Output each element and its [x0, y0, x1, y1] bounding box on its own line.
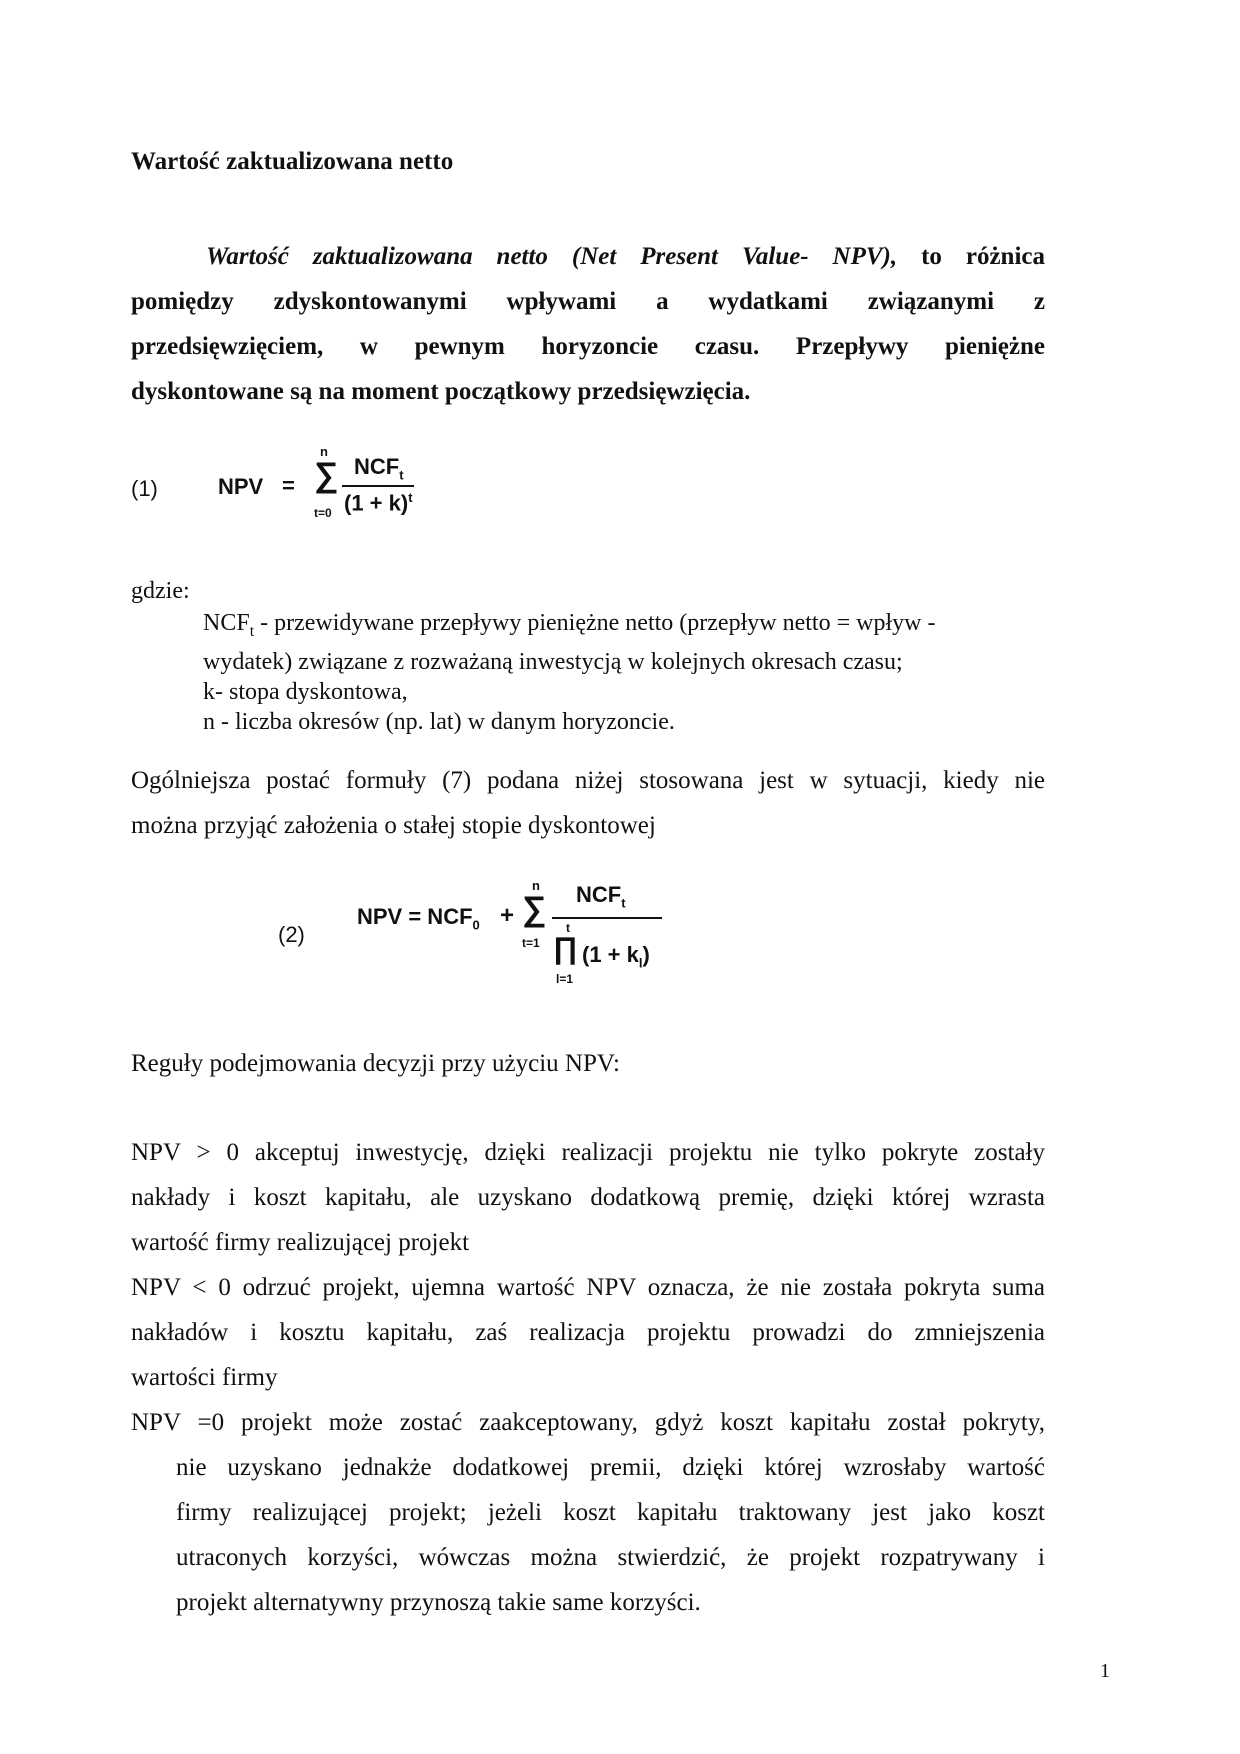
formula-1-equals: =: [282, 473, 295, 498]
formula-2-prod-upper: t: [566, 921, 570, 935]
intro-line-3: przedsięwzięciem, w pewnym horyzoncie czasu. Przepływy pieniężne: [131, 333, 1045, 360]
rule-positive-line-3: wartość firmy realizującej projekt: [131, 1229, 470, 1256]
formula-1-numerator-text: NCF: [354, 454, 400, 479]
formula-2-numerator: [576, 882, 626, 910]
definition-k: k- stopa dyskontowa,: [203, 678, 408, 705]
formula-2-lhs-sub: 0: [472, 917, 480, 933]
ncf-symbol: NCF: [203, 610, 250, 636]
rule-positive-line-1: NPV > 0 akceptuj inwestycję, dzięki realizacji projektu nie tylko pokryte zostały: [131, 1139, 1045, 1166]
formula-1: [0, 440, 1240, 530]
intro-line-1-rest: to różnica: [921, 243, 1045, 270]
rules-heading: Reguły podejmowania decyzji przy użyciu NPV:: [131, 1050, 620, 1077]
formula-2-sum-upper: n: [532, 878, 540, 893]
formula-2: [0, 880, 1240, 995]
rule-positive: [131, 1130, 1045, 1265]
formula-1-sum-upper: n: [320, 444, 328, 459]
intro-paragraph: [131, 234, 1045, 414]
formula-1-fraction-bar: [342, 485, 414, 487]
formula-1-sum-lower: t=0: [314, 506, 332, 520]
page-number: 1: [1100, 1660, 1110, 1682]
formula-2-denominator-sub: l: [638, 955, 643, 971]
formula-1-lhs: NPV: [218, 474, 264, 499]
npv-term: Wartość zaktualizowana netto (Net Present Value- NPV),: [206, 243, 898, 270]
formula-2-lhs: [357, 904, 480, 932]
formula-2-plus: +: [500, 902, 515, 929]
rule-zero-line-5: projekt alternatywny przynoszą takie same korzyści.: [176, 1589, 701, 1616]
rule-zero-line-3: firmy realizującej projekt; jeżeli koszt kapitału traktowany jest jako koszt: [176, 1499, 1045, 1526]
formula-1-numerator-sub: t: [399, 467, 404, 483]
formula-2-fraction-bar: [552, 917, 662, 919]
formula-1-numerator: [354, 454, 404, 482]
rule-negative-line-3: wartości firmy: [131, 1364, 278, 1391]
formula-1-denominator: [344, 490, 413, 516]
intro-line-2: pomiędzy zdyskontowanymi wpływami a wydatkami związanymi z: [131, 288, 1045, 315]
formula-2-lhs-text: NPV = NCF: [357, 904, 473, 929]
definitions-list: [203, 608, 1053, 737]
rule-negative-line-1: NPV < 0 odrzuć projekt, ujemna wartość NPV oznacza, że nie została pokryta suma: [131, 1274, 1045, 1301]
definition-n: n - liczba okresów (np. lat) w danym horyzoncie.: [203, 708, 675, 735]
rule-negative-line-2: nakładów i kosztu kapitału, zaś realizacja projektu prowadzi do zmniejszenia: [131, 1319, 1045, 1346]
formula-2-denominator-text: (1 + k: [582, 942, 639, 967]
formula-1-denominator-sup: t: [408, 490, 413, 505]
definitions-heading: gdzie:: [131, 578, 190, 604]
rule-zero: [131, 1400, 1045, 1625]
formula-1-denominator-text: (1 + k): [344, 490, 409, 516]
formula-2-prod-lower: l=1: [556, 972, 574, 986]
formula-2-denominator-close: ): [642, 942, 650, 967]
formula-2-numerator-sub: t: [621, 895, 626, 911]
rule-positive-line-2: nakłady i koszt kapitału, ale uzyskano dodatkową premię, dzięki której wzrasta: [131, 1184, 1045, 1211]
product-icon: ∏: [553, 932, 578, 965]
general-formula-line-1: Ogólniejsza postać formuły (7) podana niżej stosowana jest w sytuacji, kiedy nie: [131, 767, 1045, 794]
definition-ncf: [203, 608, 1053, 647]
intro-line-1: [131, 234, 1045, 279]
formula-2-label: (2): [278, 922, 305, 947]
formula-2-sum-lower: t=1: [522, 936, 540, 950]
general-formula-paragraph: [131, 758, 1045, 848]
summation-icon: ∑: [314, 456, 339, 494]
formula-1-label: (1): [131, 476, 158, 501]
ncf-symbol-sub: t: [249, 622, 255, 640]
rule-zero-line-2: nie uzyskano jednakże dodatkowej premii, dzięki której wzrosłaby wartość: [176, 1454, 1045, 1481]
rule-zero-line-1: NPV =0 projekt może zostać zaakceptowany, gdyż koszt kapitału został pokryty,: [131, 1409, 1045, 1436]
rule-zero-line-4: utraconych korzyści, wówczas można stwierdzić, że projekt rozpatrywany i: [176, 1544, 1045, 1571]
intro-line-4: dyskontowane są na moment początkowy przedsięwzięcia.: [131, 378, 751, 405]
formula-2-numerator-text: NCF: [576, 882, 622, 907]
definition-ncf-continued: wydatek) związane z rozważaną inwestycją w kolejnych okresach czasu;: [203, 648, 903, 675]
rule-negative: [131, 1265, 1045, 1400]
general-formula-line-2: można przyjąć założenia o stałej stopie dyskontowej: [131, 812, 656, 839]
ncf-definition-text: - przewidywane przepływy pieniężne netto (przepływ netto = wpływ -: [254, 610, 936, 636]
summation-icon: ∑: [522, 890, 547, 928]
section-title: Wartość zaktualizowana netto: [131, 148, 454, 175]
formula-2-denominator: [582, 942, 650, 970]
